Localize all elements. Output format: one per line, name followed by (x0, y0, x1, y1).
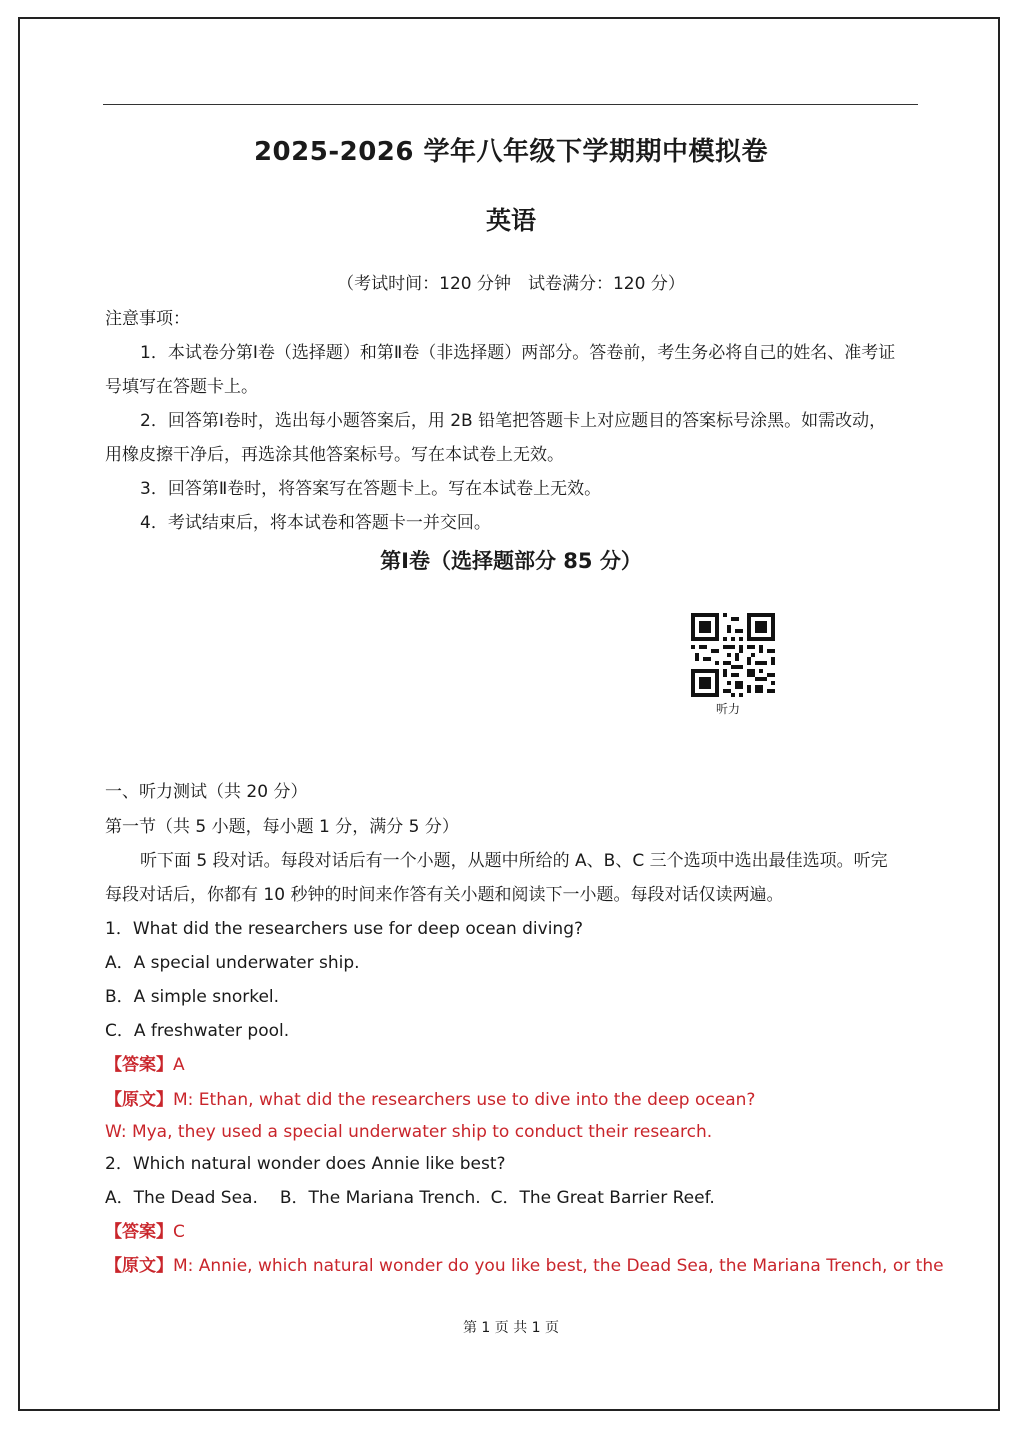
note-line: 用橡皮擦干净后，再选涂其他答案标号。写在本试卷上无效。 (105, 445, 564, 465)
answer-line (105, 1220, 185, 1244)
note-line: 号填写在答题卡上。 (105, 377, 258, 397)
option: C．A freshwater pool. (105, 1021, 290, 1041)
question-stem: 2．Which natural wonder does Annie like best? (105, 1154, 506, 1174)
answer-value: C (173, 1222, 185, 1242)
subject-title: 英语 (485, 206, 536, 235)
option: A．The Dead Sea. (105, 1188, 258, 1208)
original-text: M: Annie, which natural wonder do you like best, the Dead Sea, the Mariana Trench, or the (173, 1256, 944, 1276)
notes-heading: 注意事项： (105, 309, 190, 329)
exam-title: 2025-2026 学年八年级下学期期中模拟卷 (253, 137, 769, 167)
original-tag: 【原文】 (105, 1090, 173, 1110)
answer-value: A (173, 1055, 185, 1075)
original-line (105, 1088, 755, 1112)
options-row (105, 1186, 715, 1210)
original-text: W: Mya, they used a special underwater ship to conduct their research. (105, 1122, 713, 1142)
answer-line (105, 1053, 185, 1077)
original-tag: 【原文】 (105, 1256, 173, 1276)
note-line: 1．本试卷分第Ⅰ卷（选择题）和第Ⅱ卷（非选择题）两部分。答卷前，考生务必将自己的姓名、准考证 (140, 343, 896, 363)
option: B．A simple snorkel. (105, 987, 280, 1007)
instruction-line: 听下面 5 段对话。每段对话后有一个小题，从题中所给的 A、B、C 三个选项中选出最佳选项。听完 (140, 851, 888, 871)
volume-title: 第Ⅰ卷（选择题部分 85 分） (380, 549, 642, 573)
section-title: 一、听力测试（共 20 分） (105, 782, 308, 802)
page-footer: 第 1 页 共 1 页 (462, 1320, 560, 1336)
note-line: 3．回答第Ⅱ卷时，将答案写在答题卡上。写在本试卷上无效。 (140, 479, 602, 499)
question-stem: 1．What did the researchers use for deep ocean diving? (105, 919, 584, 939)
header-rule (103, 104, 918, 105)
option: C．The Great Barrier Reef. (490, 1188, 715, 1208)
option: B．The Mariana Trench. (279, 1188, 481, 1208)
exam-info: （考试时间：120 分钟 试卷满分：120 分） (337, 274, 685, 294)
original-line (105, 1254, 944, 1278)
instruction-line: 每段对话后，你都有 10 秒钟的时间来作答有关小题和阅读下一小题。每段对话仅读两遍。 (105, 885, 784, 905)
answer-tag: 【答案】 (105, 1055, 173, 1075)
note-line: 4．考试结束后，将本试卷和答题卡一并交回。 (140, 513, 491, 533)
original-text: M: Ethan, what did the researchers use to dive into the deep ocean? (173, 1090, 756, 1110)
answer-tag: 【答案】 (105, 1222, 173, 1242)
option: A．A special underwater ship. (105, 953, 360, 973)
part-title: 第一节（共 5 小题，每小题 1 分，满分 5 分） (105, 817, 459, 837)
listening-qr-code[interactable] (691, 613, 775, 697)
note-line: 2．回答第Ⅰ卷时，选出每小题答案后，用 2B 铅笔把答题卡上对应题目的答案标号涂黑。如需改动， (140, 411, 887, 431)
qr-label: 听力 (716, 702, 741, 716)
